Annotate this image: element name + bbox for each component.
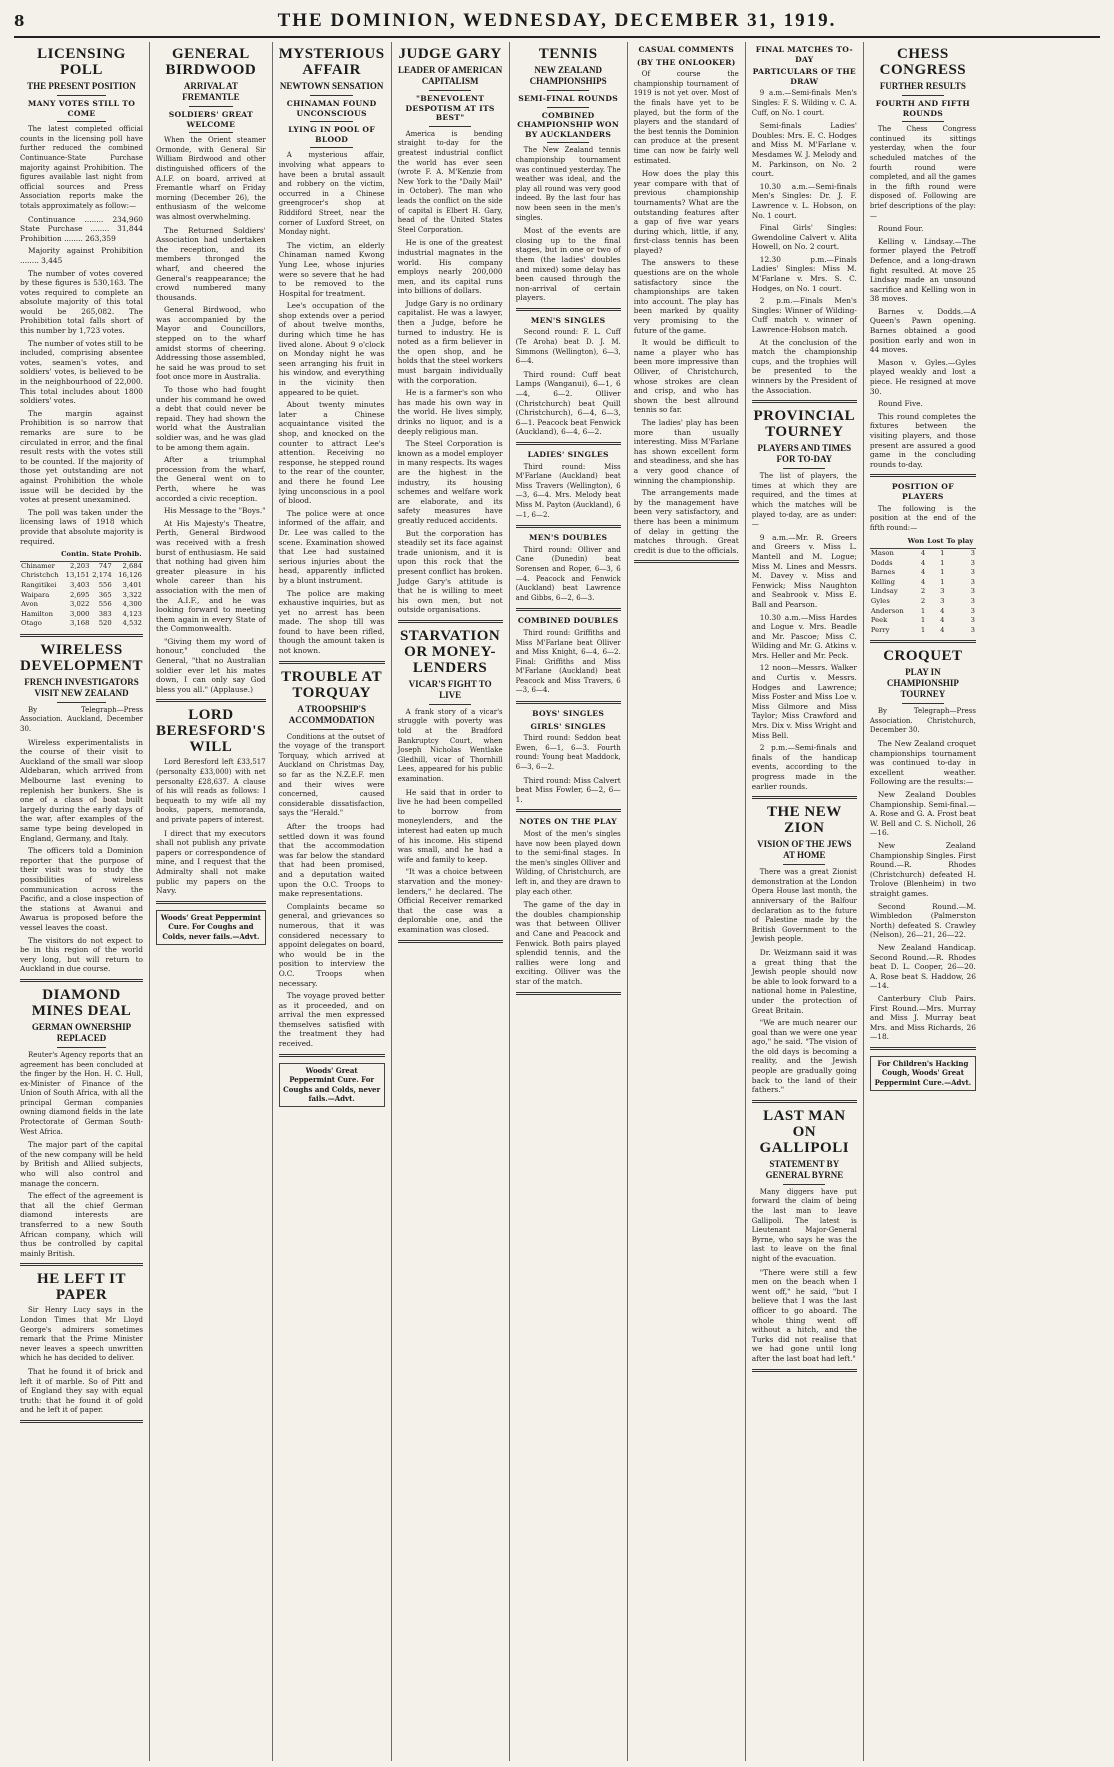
column-divider [870, 640, 976, 643]
article-paragraph: At the conclusion of the match the championship cups, and the trophies will be presented to the winners by the President of the Association. [751, 337, 857, 395]
table-cell: 1 [920, 625, 926, 634]
table-header: Contin. [60, 549, 90, 561]
table-cell: 3,022 [70, 600, 90, 609]
article-paragraph: Third round: Seddon beat Ewen, 6—1, 6—3. Fourth round: Young beat Maddock, 6—3, 6—2. [515, 734, 621, 772]
article-subheading: VICAR'S FIGHT TO LIVE [408, 678, 492, 700]
article-paragraph: Lord Beresford left £33,517 (personalty £33,000) with net personalty £28,637. A clause of his will reads as follows: I bequeath to my wife all my books, papers, memoranda, and private papers of interest. [156, 758, 266, 824]
rule-divider [429, 126, 471, 127]
table-cell: 2,203 [70, 561, 90, 570]
article-paragraph: The number of votes covered by these figures is 530,163. The votes required to complete an absolute majority of this total would be 265,082. The Prohibition total falls short of this number by 1,723 votes. [20, 268, 144, 336]
table-cell: 1 [940, 568, 945, 577]
table-cell: 4 [920, 568, 926, 577]
article-headline: MYSTERIOUS AFFAIR [278, 46, 385, 78]
article-paragraph: 2 p.m.—Semi-finals and finals of the handicap events, according to the progress made in the earlier rounds. [751, 743, 857, 791]
table-header: To play [945, 536, 975, 548]
table-cell: 4 [940, 606, 945, 615]
article-paragraph: Kelling v. Lindsay.—The former played the Petroff Defence, and a long-drawn fight resulted. At move 25 Lindsay made an unsound sacrifice and Kelling won in 38 moves. [869, 236, 976, 304]
table-header [20, 549, 60, 561]
article-subheading: GERMAN OWNERSHIP REPLACED [31, 1021, 132, 1043]
article-subheading: PARTICULARS OF THE DRAW [752, 67, 857, 86]
article-paragraph: "It was a choice between starvation and the money-lenders," he declared. The Official Receiver remarked that the case was a deplorable one, and the examination was closed. [397, 867, 503, 934]
article-subheading: FINAL MATCHES TO-DAY [755, 45, 853, 64]
article-paragraph: Most of the events are closing up to the final stages, but in one or two of them (the ladies' doubles and mixed) some delay has been caused through the non-arrival of certain players. [515, 226, 621, 303]
article-subheading: MANY VOTES STILL TO COME [27, 99, 136, 118]
table-cell: 4 [920, 558, 926, 567]
article-paragraph: Round Four. [877, 224, 924, 234]
table-cell: Christchch [21, 571, 59, 580]
article-paragraph: Wireless experimentalists in the course of their visit to Auckland of the small war sloop Aldebaran, which arrived from Melbourne last evening to replenish her bunkers. She is one of a class of boat built largely during the early days of the war, after examples of the same type being developed in England, Germany, and Italy. [20, 737, 144, 843]
article-headline: JUDGE GARY [398, 46, 502, 62]
table-cell: 3 [970, 616, 975, 625]
article-paragraph: Third round: Miss Calvert beat Miss Fowler, 6—2, 6—1. [515, 775, 621, 804]
article-paragraph: The arrangements made by the management have been very satisfactory, and there has been a minimum of delay in getting the matches through. Great credit is due to the officials. [633, 488, 739, 555]
article-headline: CROQUET [883, 648, 963, 665]
column-divider [279, 1054, 385, 1057]
column-divider [516, 992, 621, 995]
rule-divider [310, 95, 352, 96]
table-cell: 4 [940, 625, 945, 634]
article-subheading: LYING IN POOL OF BLOOD [288, 125, 376, 144]
article-subheading: VISION OF THE JEWS AT HOME [757, 839, 852, 861]
article-paragraph: The latest completed official counts in the licensing poll have further reduced the combined Continuance-State Purchase majority against Prohibition. The figures available last night from official sources and Press Association reports make the totals approximately as follow:— [20, 125, 144, 210]
table-header: State [90, 549, 112, 561]
table-cell: 1 [940, 577, 945, 586]
article-headline: LICENSING POLL [37, 46, 126, 78]
article-paragraph: General Birdwood, who was accompanied by the Mayor and Councillors, stepped on to the wharf amidst storms of cheering. Addressing those assembled, he said he was proud to set foot once more in Australia. [156, 305, 266, 382]
article-paragraph: Canterbury Club Pairs. First Round.—Mrs. Murray and Miss J. Murray beat Mrs. and Miss Richards, 26—18. [869, 993, 976, 1042]
table-row [20, 600, 143, 610]
columns [14, 42, 1100, 1761]
rule-divider [429, 90, 471, 91]
article-subheading: COMBINED DOUBLES [517, 616, 619, 626]
table-cell: 3 [970, 606, 975, 615]
table-row [870, 626, 976, 636]
table-cell: 4 [920, 577, 926, 586]
column-6 [628, 42, 746, 1761]
column-divider [634, 560, 739, 563]
article-paragraph: 10.30 a.m.—Semi-finals Men's Singles: Dr. J. F. Lawrence v. L. Hobson, on No. 1 court. [751, 181, 857, 220]
table-cell: 2 [920, 587, 926, 596]
article-paragraph: Final Girls' Singles: Gwendoline Calvert v. Alita Howell, on No. 2 court. [751, 223, 857, 252]
table-cell: Lindsay [870, 587, 898, 596]
page-title: THE DOMINION, WEDNESDAY, DECEMBER 31, 1919. [277, 10, 837, 31]
article-paragraph: He is a farmer's son who has made his own way in the world. He lives simply, drinks no liquor, and is a deeply religious man. [397, 388, 503, 436]
table-row [20, 619, 143, 629]
article-paragraph: 12.30 p.m.—Finals Ladies' Singles: Miss M. M'Farlane v. Mrs. S. C. Hodges, on No. 1 court. [751, 254, 857, 293]
advertisement: Woods' Great Peppermint Cure. For Coughs and Colds, never fails.—Advt. [156, 910, 266, 945]
article-paragraph: Barnes v. Dodds.—A Queen's Pawn opening. Barnes obtained a good position early and won in 44 moves. [869, 306, 976, 355]
table-cell: 4 [940, 616, 945, 625]
article-headline: STARVATION OR MONEY-LENDERS [399, 627, 501, 676]
article-paragraph: The Chess Congress continued its sittings yesterday, when the four scheduled matches of the fourth round were completed, and all the games in the fifth round were disposed of. Following are brief descriptions of the play:— [869, 125, 976, 220]
column-2 [150, 42, 273, 1761]
column-divider [279, 661, 385, 664]
article-subheading: SEMI-FINAL ROUNDS [518, 94, 619, 103]
table-cell: 13,151 [65, 571, 90, 580]
table-cell: Rangitikei [21, 580, 57, 589]
article-paragraph: The visitors do not expect to be in this region of the world very long, but will return to Auckland in due course. [20, 935, 144, 974]
column-divider [516, 701, 621, 704]
article-paragraph: America is bending straight to-day for the greatest industrial conflict the world has ever seen (wrote F. A. M'Kenzie from New York to the "Daily Mail" in October). The man who leads the conflict on the side of capital is Elbert H. Gary, head of the United States Steel Corporation. [397, 129, 503, 234]
article-paragraph: To those who had fought under his command he owed a debt that could never be repaid. They had shown the world what the Australian soldier was, and he was glad to be among them again. [156, 385, 266, 452]
rule-divider [310, 729, 352, 730]
article-paragraph: He is one of the greatest industrial magnates in the world. His company employs nearly 200,000 men, and its capital runs into billions of dollars. [397, 238, 503, 296]
article-subheading: STATEMENT BY GENERAL BYRNE [765, 1158, 844, 1180]
column-8 [864, 42, 982, 1761]
table-cell: 2 [920, 596, 926, 605]
table-cell: 3 [970, 558, 975, 567]
table-row [870, 597, 976, 607]
article-paragraph: "There were still a few men on the beach when I went off," he said, "but I believe that I was the last officer to go aboard. The whole thing went off without a hitch, and the Turks did not realise that we had gone until long after the last boat had left." [751, 1267, 857, 1363]
article-paragraph: At His Majesty's Theatre, Perth, General Birdwood was received with a fresh burst of enthusiasm. He said that nothing had given him greater pleasure in his whole career than his association with the men of the A.I.F., and he was looking forward to meeting them again in every State of the Commonwealth. [156, 518, 266, 634]
table-cell: 2,684 [122, 561, 143, 570]
article-paragraph: The victim, an elderly Chinaman named Kwong Yung Lee, whose injuries were so severe that he had to be removed to the Hospital for treatment. [278, 240, 385, 298]
table-row [870, 559, 976, 569]
rule-divider [57, 1047, 106, 1048]
article-subheading: "BENEVOLENT DESPOTISM AT ITS BEST" [405, 94, 495, 123]
table-cell: Chinamer [21, 561, 55, 570]
table-cell: Perry [870, 625, 890, 634]
article-paragraph: The police are making exhaustive inquiries, but as yet no arrest has been made. The shop till was found to have been rifled, though the amount taken is not known. [278, 588, 385, 656]
article-subheading: LEADER OF AMERICAN CAPITALISM [398, 65, 503, 86]
article-paragraph: New Zealand Doubles Championship. Semi-final.—A. Rose and G. A. Frost beat W. Bell and C. S. Nicholl, 26—16. [869, 790, 976, 838]
article-paragraph: Second round: F. L. Cuff (Te Aroha) beat D. J. M. Simmons (Wellington), 6—3, 6—4. [515, 328, 621, 366]
article-headline: LAST MAN ON GALLIPOLI [759, 1107, 850, 1156]
page-number: 8 [14, 12, 25, 30]
article-paragraph: The poll was taken under the licensing laws of 1918 which provide that absolute majority is required. [20, 507, 144, 546]
article-paragraph: The major part of the capital of the new company will be held by British and Allied subjects, who will also control and manage the concern. [20, 1140, 144, 1188]
article-paragraph: Conditions at the outset of the voyage of the transport Torquay, which arrived at Auckland on Christmas Day, so far as the N.Z.E.F. men and their wives were concerned, caused considerable dissatisfaction, says the "Herald." [278, 732, 385, 818]
article-paragraph: When the Orient steamer Ormonde, with General Sir William Birdwood and other distinguished officers of the A.I.F. on board, arrived at Fremantle wharf on Friday morning (December 26), the enthusiasm of the welcome was almost overwhelming. [156, 136, 266, 221]
column-divider [752, 400, 857, 403]
table-cell: 520 [98, 619, 112, 628]
article-paragraph: There was a great Zionist demonstration at the London Opera House last month, the anniversary of the Balfour declaration as to the future of Palestine made by the British Government to the Jewish people. [751, 868, 857, 944]
masthead [14, 6, 1100, 38]
table-cell: 4 [920, 548, 926, 557]
rule-divider [189, 106, 233, 107]
rule-divider [57, 702, 106, 703]
table-cell: 3 [940, 596, 945, 605]
column-divider [398, 940, 503, 943]
article-subheading: PLAYERS AND TIMES FOR TO-DAY [757, 443, 852, 465]
article-paragraph: The Steel Corporation is known as a model employer in many respects. Its wages are the highest in the industry, its housing schemes and welfare work are elaborate, and its safety measures have greatly reduced accidents. [397, 439, 503, 525]
table-cell: 16,126 [118, 571, 143, 580]
chess-positions-table [870, 536, 976, 635]
article-paragraph: Continuance ........ 234,960 State Purchase ........ 31,844 Prohibition ........ 263,359 [20, 214, 144, 243]
table-cell: Barnes [870, 568, 896, 577]
table-cell: 3 [970, 548, 975, 557]
table-cell: Peek [870, 616, 888, 625]
article-paragraph: 10.30 a.m.—Miss Hardes and Logue v. Mrs. Beadle and Mr. Pascoe; Miss C. Wilding and Mr. G. Atkins v. Mrs. Heller and Mr. Peck. [751, 612, 857, 660]
article-subheading: PLAY IN CHAMPIONSHIP TOURNEY [886, 667, 959, 700]
article-subheading: FOURTH AND FIFTH ROUNDS [875, 99, 971, 118]
article-paragraph: That he found it of brick and left it of marble. So of Pitt and of England they say with equal truth: that he found it of gold and he left it of paper. [20, 1366, 144, 1415]
article-paragraph: The margin against Prohibition is so narrow that remarks are sure to be circulated in error, and the final result rests with the votes still to be counted. If the majority of those yet outstanding are not against Prohibition the whole issue will be decided by the votes at present unexamined. [20, 408, 144, 505]
table-cell: 3 [970, 568, 975, 577]
article-paragraph: The effect of the agreement is that all the chief German diamond interests are transferred to a new South African company, which will thus be controlled by capital mainly British. [20, 1191, 144, 1258]
table-cell: 3 [970, 625, 975, 634]
article-paragraph: New Zealand Handicap. Second Round.—R. Rhodes beat D. L. Cooper, 26—20. A. Rose beat S. Haddow, 26—14. [869, 942, 976, 991]
column-divider [20, 979, 143, 982]
table-header: Prohib. [113, 549, 143, 561]
article-subheading: A TROOPSHIP'S ACCOMMODATION [288, 703, 375, 725]
table-header: Lost [926, 536, 945, 548]
article-paragraph: The police were at once informed of the affair, and Dr. Lee was called to the scene. Examination showed that Lee had sustained serious injuries about the head, apparently inflicted by a blunt instrument. [278, 508, 385, 585]
table-cell: 1 [940, 548, 945, 557]
table-cell: 3,401 [122, 580, 143, 589]
column-divider [156, 699, 266, 702]
article-paragraph: How does the play this year compare with that of previous championship tournaments? What are the outstanding features after a gap of five war years during which, little, if any, first-class tennis has been played? [633, 169, 739, 255]
table-row [870, 548, 976, 558]
table-cell: 383 [98, 609, 112, 618]
advertisement: Woods' Great Peppermint Cure. For Coughs and Colds, never fails.—Advt. [279, 1063, 385, 1107]
article-subheading: MEN'S SINGLES [530, 315, 606, 325]
article-headline: TENNIS [538, 46, 598, 62]
article-paragraph: New Zealand Championship Singles. First Round.—R. Rhodes (Christchurch) defeated H. Trolove (Blenheim) in two straight games. [869, 841, 976, 898]
article-paragraph: Third round: Miss M'Farlane (Auckland) beat Miss Travers (Wellington), 6—3, 6—4. Mrs. Melody beat Miss M. Payton (Auckland), 6—1, 6—2. [515, 462, 621, 519]
table-row [870, 578, 976, 588]
article-paragraph: Third round: Olliver and Cane (Dunedin) beat Sorensen and Roper, 6—3, 6—4. Peacock and Fenwick (Auckland) beat Lawrence and Gibbs, 6—2, 6—3. [515, 545, 621, 602]
rule-divider [902, 121, 944, 122]
table-cell: 1 [920, 606, 926, 615]
table-cell: Hamilton [21, 609, 53, 618]
article-paragraph: The list of players, the times at which they are required, and the times at which the matches will be played to-day, are as under:— [751, 472, 857, 529]
rule-divider [547, 90, 589, 91]
column-divider [752, 1100, 857, 1103]
rule-divider [189, 132, 233, 133]
table-row [20, 610, 143, 620]
column-divider [516, 525, 621, 528]
table-row [20, 581, 143, 591]
article-paragraph: A frank story of a vicar's struggle with poverty was told at the Bradford Bankruptcy Court, when Joseph Nicholas Wentlake Gledhill, vicar of Thornhill Lees, appeared for his public examination. [397, 707, 503, 784]
article-paragraph: His Message to the "Boys." [164, 506, 266, 516]
article-paragraph: Semi-finals Ladies' Doubles: Mrs. E. C. Hodges and Miss M. M'Farlane v. Mesdames W. J. Melody and M. Parkinson, on No. 2 court. [751, 121, 857, 179]
article-paragraph: Mason v. Gyles.—Gyles played weakly and lost a piece. He resigned at move 30. [869, 357, 976, 396]
article-paragraph: Most of the men's singles have now been played down to the semi-final stages. In the men's singles Olliver and Wilding, of Christchurch, are left in, and they are drawn to play each other. [515, 830, 621, 896]
article-paragraph: This round completes the fixtures between the visiting players, and those present are assured a good game in the concluding rounds to-day. [869, 411, 976, 469]
table-cell: 3 [970, 596, 975, 605]
table-cell: 3,322 [122, 590, 143, 599]
rule-divider [57, 121, 106, 122]
article-paragraph: 9 a.m.—Mr. R. Greers and Greers v. Miss L. Mantell and M. Logue; Miss M. Lines and Messrs. M. Davey v. Miss and Fenwick; Miss Naughton and Seabrook v. Miss E. Ball and Pearson. [751, 532, 857, 609]
table-cell: 3,000 [70, 609, 90, 618]
column-3 [273, 42, 392, 1761]
table-cell: 556 [98, 580, 112, 589]
table-row [20, 591, 143, 601]
article-paragraph: The Returned Soldiers' Association had undertaken the reception, and its members thronged the wharf, and cheered the General's reappearance; the crowd numbered many thousands. [156, 225, 266, 302]
rule-divider [547, 142, 589, 143]
article-headline: GENERAL BIRDWOOD [165, 46, 257, 78]
column-divider [156, 901, 266, 904]
article-paragraph: By Telegraph—Press Association. Auckland, December 30. [20, 705, 144, 734]
article-subheading: FRENCH INVESTIGATORS VISIT NEW ZEALAND [24, 676, 139, 698]
article-paragraph: Third round: Griffiths and Miss M'Farlane beat Olliver and Miss Knight, 6—4, 6—2. Final: Griffiths and Miss M'Farlane (Auckland) beat Peacock and Miss Travers, 6—3, 6—4. [515, 628, 621, 695]
article-paragraph: Judge Gary is no ordinary capitalist. He was a lawyer, then a Judge, before he turned to industry. He is noted as a firm believer in the open shop, and he holds that the steel workers must bargain individually with the corporation. [397, 298, 503, 385]
article-headline: THE NEW ZION [766, 804, 842, 837]
article-paragraph: A mysterious affair, involving what appears to have been a brutal assault and robbery on the victim, occurred in a Chinese greengrocer's shop at Riddiford Street, near the corner of Luxford Street, on Monday night. [278, 151, 385, 237]
table-cell: 2,695 [70, 590, 90, 599]
licensing-returns-table [20, 549, 143, 629]
article-paragraph: "Giving them my word of honour," concluded the General, "that no Australian soldier ever let his mates down, I can only say God bless you all." (Applause.) [156, 636, 266, 694]
column-divider [398, 620, 503, 623]
article-paragraph: Reuter's Agency reports that an agreement has been concluded at the finger by the Hon. H. C. Hull, ex-Minister of Finance of the Union of South Africa, with all the principal German companies owning diamond fields in the late Protectorate of German South-West Africa. [20, 1050, 144, 1136]
table-row [870, 616, 976, 626]
table-cell: 1 [920, 616, 926, 625]
article-paragraph: The number of votes still to be included, comprising absentee votes, seamen's votes, and soldiers' votes, is believed to be in the neighbourhood of 22,000. This total includes about 1800 soldiers' votes. [20, 338, 144, 406]
table-cell: 3 [970, 587, 975, 596]
rule-divider [310, 147, 352, 148]
table-cell: Otago [21, 619, 42, 628]
column-divider [20, 1263, 143, 1266]
column-divider [870, 1047, 976, 1050]
article-paragraph: The New Zealand croquet championships tournament was continued to-day in excellent weather. Following are the results:— [869, 739, 976, 787]
table-cell: 365 [98, 590, 112, 599]
article-paragraph: "We are much nearer our goal than we were one year ago," he said. "The vision of the old days is becoming a reality, and the Jewish people are gradually going back to the land of their fathers." [751, 1018, 857, 1095]
table-cell: Waipara [21, 590, 50, 599]
article-headline: PROVINCIAL TOURNEY [753, 408, 856, 441]
column-divider [516, 608, 621, 611]
article-paragraph: Of course the championship tournament of 1919 is not yet over. Most of the finals have yet to be played, but the form of the players and the standard of the best tennis the Dominion can produce at the present time can now be fairly well estimated. [633, 70, 739, 165]
table-cell: 4,300 [122, 600, 143, 609]
table-cell: 556 [98, 600, 112, 609]
article-headline: TROUBLE AT TORQUAY [281, 668, 383, 701]
article-subheading: GIRLS' SINGLES [530, 721, 606, 731]
article-paragraph: The voyage proved better as it proceeded, and on arrival the men expressed themselves satisfied with the treatment they had received. [278, 991, 385, 1049]
article-subheading: ARRIVAL AT FREMANTLE [182, 81, 240, 102]
article-paragraph: After a triumphal procession from the wharf, the General went on to Perth, where he was accorded a civic reception. [156, 455, 266, 503]
rule-divider [547, 107, 589, 108]
article-paragraph: Complaints became so general, and grievances so numerous, that it was considered necessary to appoint delegates on board, who would be in the position to interview the O.C. Troops when necessary. [278, 901, 385, 988]
rule-divider [902, 95, 944, 96]
table-cell: 3,403 [70, 580, 90, 589]
column-5 [510, 42, 628, 1761]
table-cell: Gyles [870, 596, 890, 605]
article-paragraph: He said that in order to live he had been compelled to borrow from moneylenders, and the interest had eaten up much of his income. His stipend was small, and he had a wife and family to keep. [397, 787, 503, 864]
article-paragraph: Majority against Prohibition ........ 3,445 [20, 246, 144, 265]
article-headline: DIAMOND MINES DEAL [31, 986, 132, 1019]
article-subheading: (BY THE ONLOOKER) [636, 57, 736, 67]
article-subheading: NEWTOWN SENSATION [279, 81, 384, 91]
article-subheading: POSITION OF PLAYERS [891, 482, 954, 501]
column-divider [752, 1369, 857, 1372]
column-divider [870, 474, 976, 477]
table-cell: 3,168 [70, 619, 90, 628]
article-paragraph: After the troops had settled down it was found that the accommodation was far below the standard that had been promised, and a deputation waited upon the O.C. Troops to make representations. [278, 822, 385, 899]
article-subheading: CHINAMAN FOUND UNCONSCIOUS [286, 99, 377, 118]
table-cell: 1 [940, 558, 945, 567]
article-paragraph: The officers told a Dominion reporter that the purpose of their visit was to study the possibilities of wireless communication across the Pacific, and a close inspection of the stations at Awanui and Awarua is proposed before the vessel leaves the coast. [20, 846, 144, 932]
article-subheading: MEN'S DOUBLES [529, 533, 608, 543]
article-subheading: BOYS' SINGLES [532, 709, 605, 719]
column-divider [20, 1420, 143, 1423]
table-cell: Mason [870, 548, 894, 557]
article-headline: HE LEFT IT PAPER [37, 1271, 126, 1304]
column-4 [392, 42, 510, 1761]
rule-divider [783, 1184, 825, 1185]
column-divider [516, 809, 621, 812]
article-paragraph: 12 noon—Messrs. Walker and Curtis v. Messrs. Hodges and Lawrence; Miss Foster and Miss Loe v. Miss Gilmore and Miss Taylor; Miss Crawford and Mrs. Dix v. Miss Wright and Miss Bell. [751, 663, 857, 740]
table-header [870, 536, 907, 548]
rule-divider [902, 703, 944, 704]
article-paragraph: The answers to these questions are on the whole satisfactory since the championships are taken into account. The play has been marked by quality very promising to the future of the game. [633, 258, 739, 335]
table-cell: 4,532 [122, 619, 143, 628]
table-cell: Avon [21, 600, 38, 609]
article-paragraph: About twenty minutes later a Chinese acquaintance visited the shop, and knocked on the counter to attract Lee's attention. Receiving no response, he stepped round to the rear of the counter, and there he found Lee lying unconscious in a pool of blood. [278, 400, 385, 506]
table-row [870, 607, 976, 617]
article-paragraph: 2 p.m.—Finals Men's Singles: Winner of Wilding-Cuff match v. winner of Lawrence-Hobson match. [751, 296, 857, 335]
table-cell: Kelling [870, 577, 896, 586]
article-headline: LORD BERESFORD'S WILL [156, 707, 266, 756]
article-paragraph: It would be difficult to name a player who has been more impressive than Olliver, of Christchurch, whose strokes are clean and crisp, and who has shown the best allround tennis so far. [633, 338, 739, 415]
article-paragraph: The ladies' play has been more than usually interesting. Miss M'Farlane has shown excellent form and steadiness, and she has a very good chance of winning the championship. [633, 417, 739, 485]
article-subheading: FURTHER RESULTS [879, 81, 966, 91]
article-paragraph: The New Zealand tennis championship tournament was continued yesterday. The weather was ideal, and the play all round was very good indeed. By the last four has now been seen in the men's singles. [515, 146, 621, 222]
column-7 [746, 42, 864, 1761]
table-cell: Dodds [870, 558, 893, 567]
table-row [870, 587, 976, 597]
column-divider [516, 442, 621, 445]
article-subheading: SOLDIERS' GREAT WELCOME [168, 110, 254, 129]
article-paragraph: Round Five. [877, 399, 923, 409]
article-headline: CHESS CONGRESS [879, 46, 967, 78]
table-row [870, 568, 976, 578]
article-subheading: NEW ZEALAND CHAMPIONSHIPS [529, 65, 607, 86]
column-divider [516, 308, 621, 311]
article-paragraph: Many diggers have put forward the claim of being the last man to leave Gallipoli. The latest is Lieutenant Major-General Byrne, who says he was the last to leave on the final night of the evacuation. [751, 1187, 857, 1263]
article-paragraph: The game of the day in the doubles championship was that between Olliver and Cane and Peacock and Fenwick. Both pairs played splendid tennis, and the rallies were long and exciting. Olliver was the star of the match. [515, 900, 621, 986]
rule-divider [310, 121, 352, 122]
article-headline: WIRELESS DEVELOPMENT [20, 641, 144, 674]
article-paragraph: But the corporation has steadily set its face against trade unionism, and it is upon this rock that the present conflict has broken. Judge Gary's attitude is that he is willing to meet his own men, but not outside organisations. [397, 528, 503, 615]
table-cell: 2,174 [92, 571, 112, 580]
column-divider [20, 634, 143, 637]
article-subheading: CASUAL COMMENTS [638, 45, 735, 54]
article-subheading: THE PRESENT POSITION [27, 81, 136, 91]
article-subheading: NOTES ON THE PLAY [519, 817, 618, 827]
rule-divider [783, 864, 825, 865]
table-row [20, 561, 143, 571]
article-paragraph: By Telegraph—Press Association. Christchurch, December 30. [869, 707, 976, 735]
table-cell: 3 [940, 587, 945, 596]
table-cell: 3 [970, 577, 975, 586]
table-cell: 4,123 [122, 609, 143, 618]
table-cell: Anderson [870, 606, 904, 615]
table-cell: 747 [98, 561, 112, 570]
table-header: Won [907, 536, 927, 548]
article-subheading: LADIES' SINGLES [527, 450, 609, 459]
table-row [20, 571, 143, 581]
column-1 [14, 42, 150, 1761]
advertisement: For Children's Hacking Cough, Woods' Great Peppermint Cure.—Advt. [870, 1056, 976, 1091]
rule-divider [57, 95, 106, 96]
article-paragraph: Lee's occupation of the shop extends over a period of about twelve months, during which time he has lived alone. About 9 o'clock on Monday night he was seen arranging his fruit in his window, and everything in the vicinity then appeared to be quiet. [278, 301, 385, 397]
article-paragraph: Second Round.—M. Wimbledon (Palmerston North) defeated S. Crawley (Nelson), 26—21, 26—22. [869, 901, 976, 940]
rule-divider [783, 468, 825, 469]
article-paragraph: I direct that my executors shall not publish any private papers or correspondence of mine, and I request that the Admiralty shall not make public my papers on the Navy. [156, 828, 266, 896]
rule-divider [429, 704, 471, 705]
article-paragraph: Dr. Weizmann said it was a great thing that the Jewish people should now be able to look forward to a national home in Palestine, under the protection of Great Britain. [751, 947, 857, 1015]
article-subheading: COMBINED CHAMPIONSHIP WON BY AUCKLANDERS [517, 110, 620, 139]
column-divider [752, 796, 857, 799]
article-paragraph: The following is the position at the end of the fifth round:— [869, 504, 976, 532]
article-paragraph: 9 a.m.—Semi-finals Men's Singles: F. S. Wilding v. C. A. Cuff, on No. 1 court. [751, 89, 857, 117]
article-paragraph: Sir Henry Lucy says in the London Times that Mr Lloyd George's admirers sometimes remark that the Prime Minister never leaves a speech unwritten which he has decided to deliver. [20, 1306, 144, 1363]
article-paragraph: Third round: Cuff beat Lamps (Wanganui), 6—1, 6—4, 6—2. Olliver (Christchurch) beat Quill (Christchurch), 6—4, 6—3, 6—1. Peacock beat Fenwick (Auckland), 6—4, 6—2. [515, 369, 621, 437]
